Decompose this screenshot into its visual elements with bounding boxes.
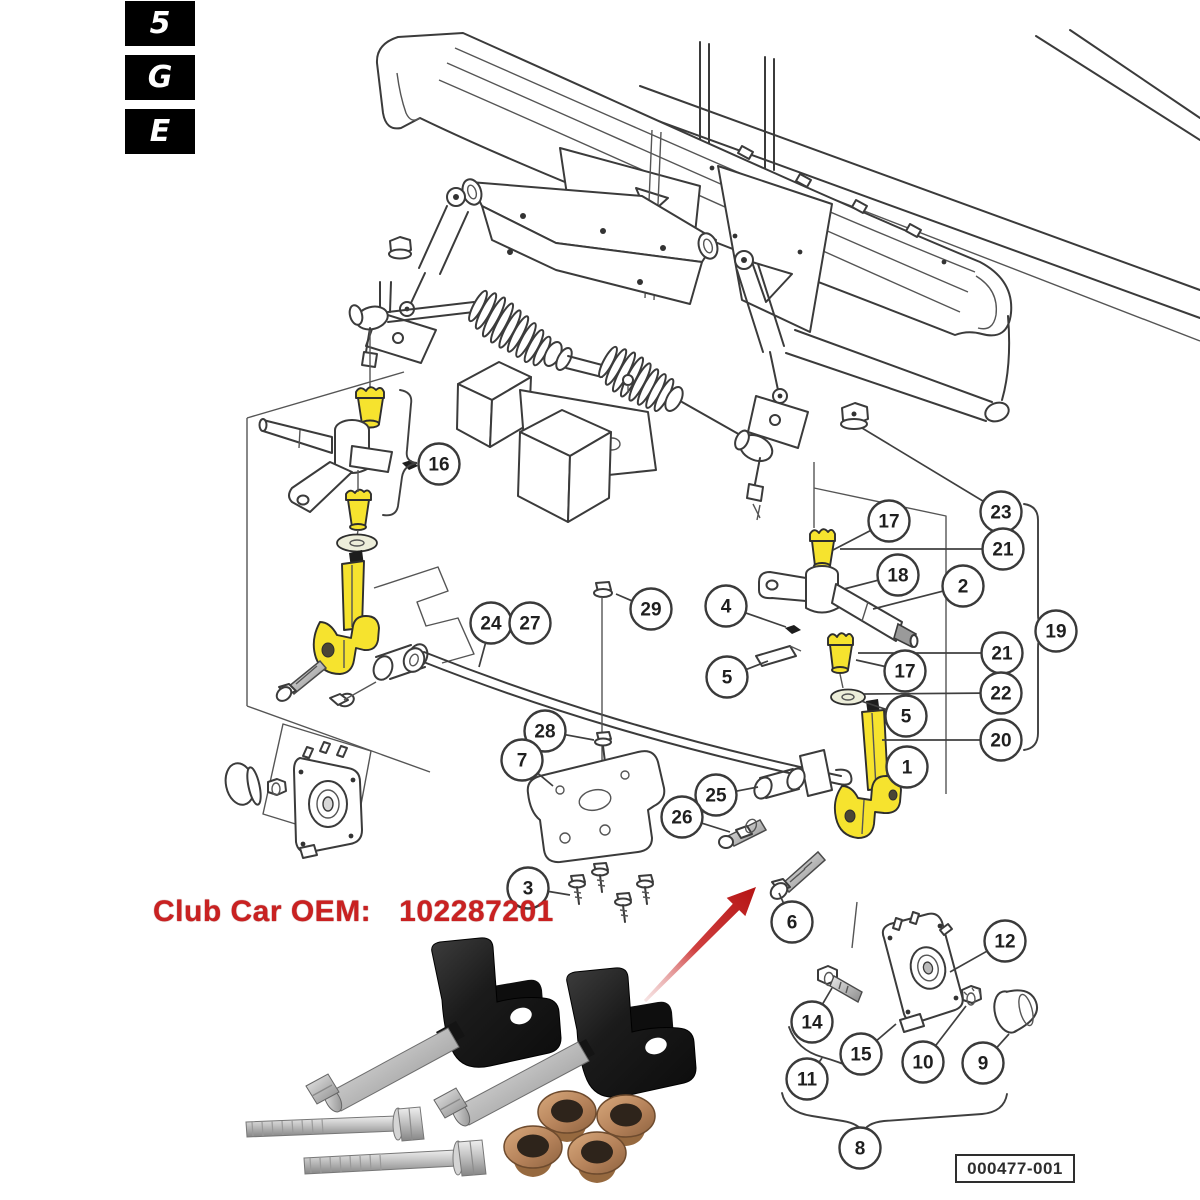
callout-leader-18 bbox=[844, 580, 878, 589]
hex-bolt-photo-1 bbox=[246, 1107, 424, 1141]
bronze-bushings bbox=[504, 1091, 655, 1183]
callout-leader-29 bbox=[616, 594, 632, 601]
callout-number-15: 15 bbox=[850, 1044, 872, 1066]
callout-number-21a: 21 bbox=[992, 539, 1014, 561]
callout-number-1: 1 bbox=[901, 757, 913, 779]
callout-number-3: 3 bbox=[522, 878, 534, 900]
callout-leader-28 bbox=[565, 735, 594, 740]
flange-nut-right bbox=[841, 403, 868, 429]
callout-leader-14 bbox=[822, 988, 832, 1004]
oem-part-number: 102287201 bbox=[399, 895, 554, 928]
callout-number-20: 20 bbox=[990, 730, 1012, 752]
callout-number-17b: 17 bbox=[894, 661, 916, 683]
callout-number-6: 6 bbox=[786, 912, 798, 934]
callout-leader-9 bbox=[997, 1034, 1009, 1048]
hex-bolt-photo-2 bbox=[304, 1140, 486, 1176]
callout-number-5a: 5 bbox=[721, 667, 733, 689]
mounting-plate bbox=[528, 751, 665, 862]
left-spindle-assembly bbox=[260, 330, 419, 704]
callout-number-9: 9 bbox=[977, 1053, 989, 1075]
callout-number-11: 11 bbox=[796, 1069, 818, 1091]
exploded-diagram-art bbox=[222, 30, 1200, 1169]
callout-number-4: 4 bbox=[720, 596, 732, 618]
left-hub-assembly bbox=[222, 742, 362, 858]
callout-number-5b: 5 bbox=[900, 706, 912, 728]
callout-number-7: 7 bbox=[516, 750, 528, 772]
callout-leader-15 bbox=[877, 1024, 896, 1041]
callout-leader-22 bbox=[864, 693, 981, 694]
diagram-code-box bbox=[955, 1154, 1075, 1183]
callout-leader-17b bbox=[856, 660, 885, 667]
callout-number-27: 27 bbox=[519, 613, 541, 635]
callout-number-12: 12 bbox=[994, 931, 1016, 953]
callout-number-17a: 17 bbox=[878, 511, 900, 533]
callout-number-21b: 21 bbox=[991, 643, 1013, 665]
callout-number-24: 24 bbox=[480, 613, 502, 635]
callout-number-29: 29 bbox=[640, 599, 662, 621]
oem-label bbox=[153, 895, 554, 929]
oem-arrow bbox=[644, 887, 756, 1002]
callout-number-23: 23 bbox=[990, 502, 1012, 524]
callout-leader-12 bbox=[950, 951, 987, 972]
callout-number-25: 25 bbox=[705, 785, 727, 807]
callout-number-16: 16 bbox=[428, 454, 450, 476]
corner-badge-5: 5 bbox=[125, 1, 195, 46]
callout-leader-23 bbox=[862, 428, 983, 501]
flange-nut-upper-left bbox=[389, 237, 411, 259]
callout-number-22: 22 bbox=[990, 683, 1012, 705]
callout-leader-24 bbox=[479, 643, 486, 667]
product-photo bbox=[246, 938, 696, 1183]
shock-absorber-left bbox=[366, 188, 468, 363]
callout-leader-4 bbox=[745, 613, 786, 627]
callout-number-18: 18 bbox=[887, 565, 909, 587]
callout-number-14: 14 bbox=[801, 1012, 823, 1034]
callout-number-28: 28 bbox=[534, 721, 556, 743]
oem-label-prefix: Club Car OEM: bbox=[153, 895, 372, 928]
callout-leader-17a bbox=[833, 530, 871, 550]
corner-badge-E: E bbox=[125, 109, 195, 154]
callout-number-2: 2 bbox=[957, 576, 969, 598]
callout-number-26: 26 bbox=[671, 807, 693, 829]
flange-bolts bbox=[569, 863, 653, 922]
callout-number-19: 19 bbox=[1045, 621, 1067, 643]
callout-leader-26 bbox=[702, 823, 730, 832]
corner-badge-G: G bbox=[125, 55, 195, 100]
callout-number-8: 8 bbox=[854, 1138, 866, 1160]
diagram-code: 000477-001 bbox=[967, 1158, 1063, 1178]
callout-number-10: 10 bbox=[912, 1052, 934, 1074]
